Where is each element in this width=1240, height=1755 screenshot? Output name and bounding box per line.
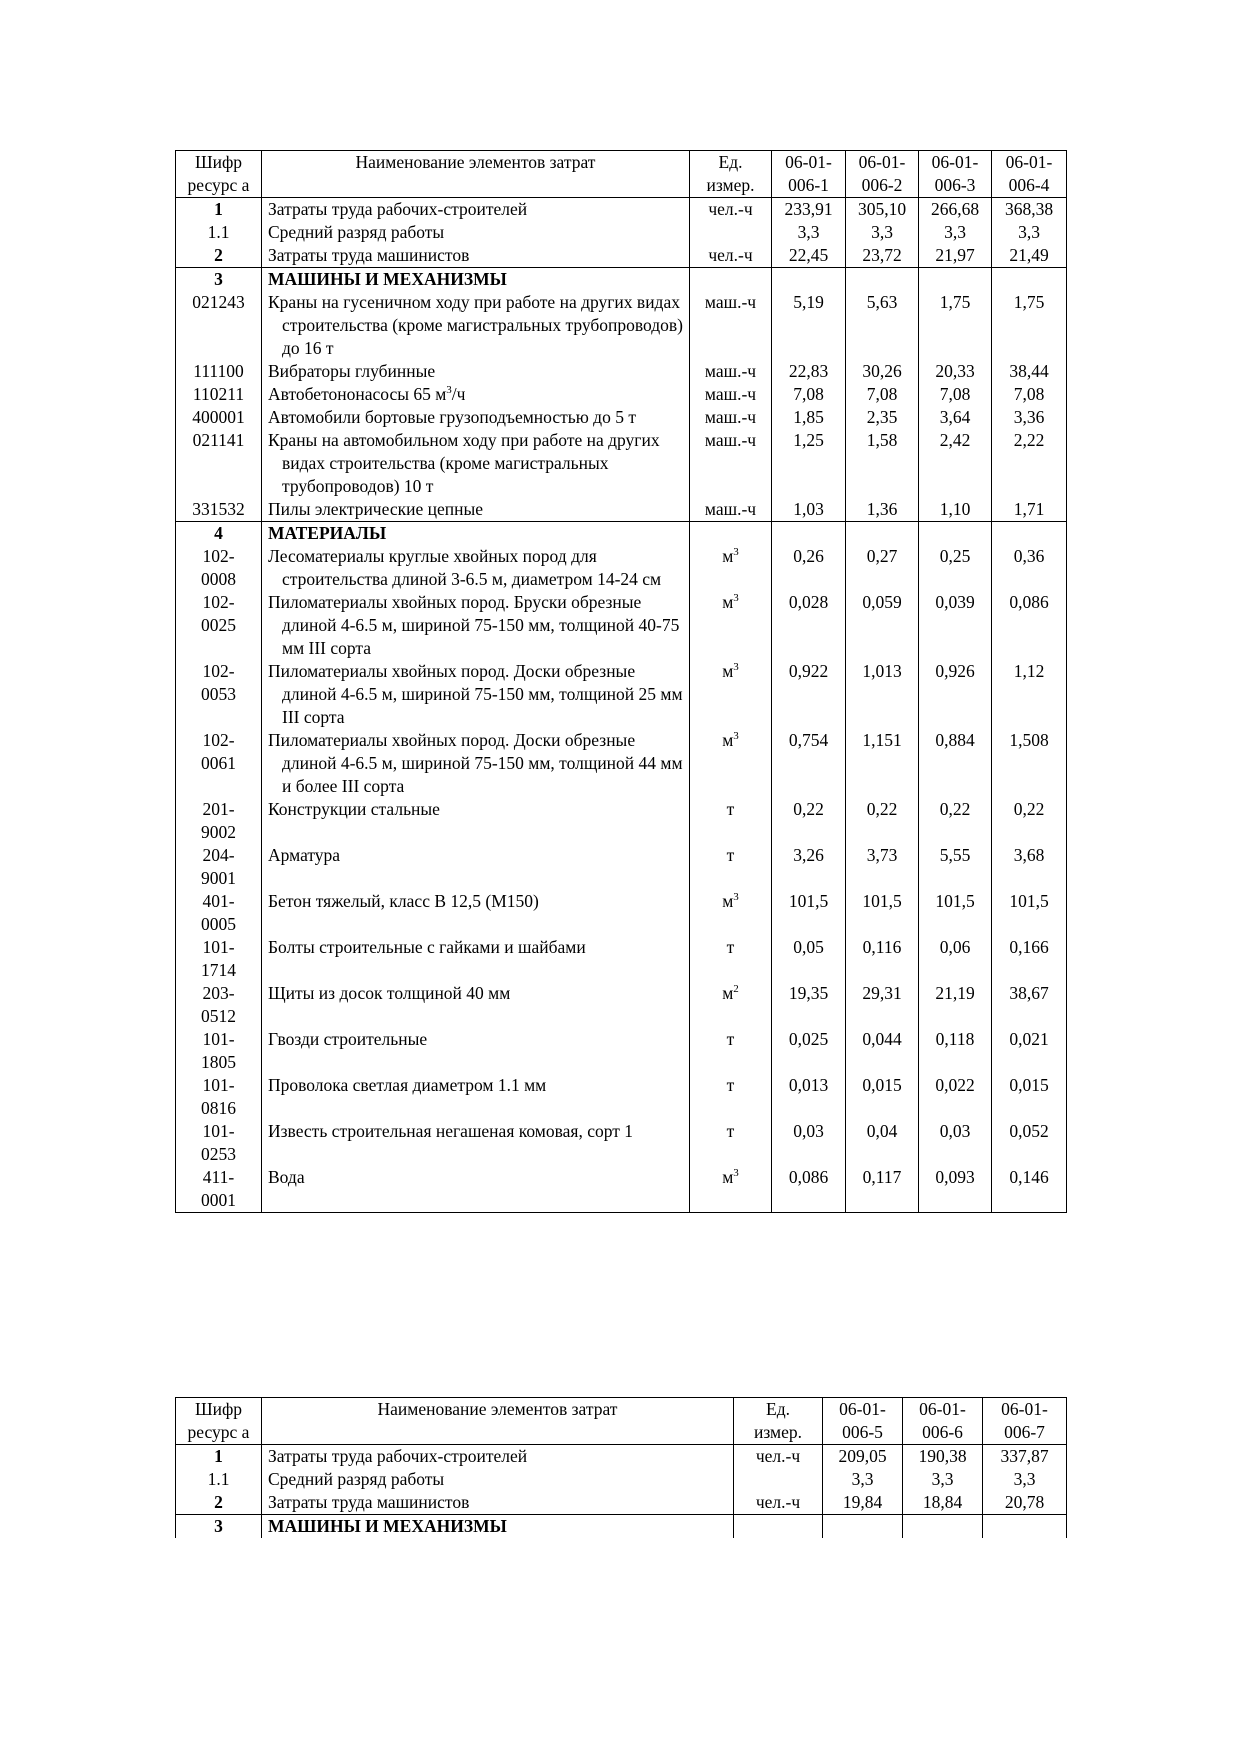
row-code: 400001 — [192, 407, 245, 427]
table-row — [176, 198, 1067, 222]
row-value: 2,35 — [846, 406, 919, 429]
row-value: 38,44 — [992, 360, 1067, 383]
row-name: Известь строительная негашеная комовая, сорт 1 — [262, 1120, 690, 1166]
table-row — [176, 844, 1067, 890]
row-value: 0,059 — [846, 591, 919, 660]
row-value: 20,78 — [983, 1491, 1067, 1515]
row-code: 021243 — [192, 292, 245, 312]
row-value: 3,3 — [903, 1468, 983, 1491]
row-value: 0,117 — [846, 1166, 919, 1213]
row-code: 110211 — [192, 384, 245, 404]
row-code: 102-0008 — [201, 546, 236, 589]
row-value: 1,36 — [846, 498, 919, 522]
row-value: 0,06 — [919, 936, 992, 982]
row-code: 1 — [214, 199, 223, 219]
row-value: 0,26 — [772, 545, 846, 591]
row-code: 102-0053 — [201, 661, 236, 704]
row-unit — [690, 221, 772, 244]
row-value: 0,36 — [992, 545, 1067, 591]
row-value: 0,22 — [846, 798, 919, 844]
row-value: 7,08 — [846, 383, 919, 406]
row-value: 0,04 — [846, 1120, 919, 1166]
row-unit: маш.-ч — [690, 498, 772, 522]
row-code: 111100 — [193, 361, 244, 381]
row-value: 190,38 — [903, 1445, 983, 1469]
table-row — [176, 798, 1067, 844]
header-code: Шифр ресурс а — [176, 151, 262, 198]
row-value: 7,08 — [992, 383, 1067, 406]
table-row — [176, 890, 1067, 936]
row-code: 203-0512 — [201, 983, 236, 1026]
table-row — [176, 383, 1067, 406]
row-name: Пиломатериалы хвойных пород. Доски обрезные длиной 4-6.5 м, шириной 75-150 мм, толщиной 44 мм и более III сорта — [262, 729, 690, 798]
row-name: Арматура — [262, 844, 690, 890]
row-name: Проволока светлая диаметром 1.1 мм — [262, 1074, 690, 1120]
row-value: 21,97 — [919, 244, 992, 268]
row-value: 18,84 — [903, 1491, 983, 1515]
table-header-row — [176, 151, 1067, 198]
row-unit: маш.-ч — [690, 360, 772, 383]
row-unit: $м^3$ — [690, 660, 772, 729]
row-value: 23,72 — [846, 244, 919, 268]
row-value: 3,73 — [846, 844, 919, 890]
row-code: 102-0025 — [201, 592, 236, 635]
row-unit: чел.-ч — [690, 244, 772, 268]
table-row — [176, 1074, 1067, 1120]
row-value: 0,05 — [772, 936, 846, 982]
row-name: Краны на автомобильном ходу при работе на других видах строительства (кроме магистральных трубопроводов) 10 т — [262, 429, 690, 498]
table-row — [176, 291, 1067, 360]
resource-table-1 — [175, 150, 1067, 1213]
row-value: 0,028 — [772, 591, 846, 660]
row-value: 101,5 — [772, 890, 846, 936]
row-value: 0,118 — [919, 1028, 992, 1074]
row-name: Пилы электрические цепные — [262, 498, 690, 522]
row-unit: $м^2$ — [690, 982, 772, 1028]
row-value: 368,38 — [992, 198, 1067, 222]
row-value: 1,25 — [772, 429, 846, 498]
row-value: 19,84 — [823, 1491, 903, 1515]
row-value: 266,68 — [919, 198, 992, 222]
row-unit: т — [690, 798, 772, 844]
table-row — [176, 982, 1067, 1028]
row-value: 2,22 — [992, 429, 1067, 498]
row-value: 3,3 — [992, 221, 1067, 244]
row-value: 0,22 — [919, 798, 992, 844]
table-row — [176, 936, 1067, 982]
row-unit: маш.-ч — [690, 383, 772, 406]
table-row — [176, 1491, 1067, 1515]
row-code: 2 — [214, 1492, 223, 1512]
table-row — [176, 545, 1067, 591]
row-code: 101-1714 — [201, 937, 236, 980]
row-value: 0,03 — [772, 1120, 846, 1166]
row-value: 1,71 — [992, 498, 1067, 522]
row-value: 38,67 — [992, 982, 1067, 1028]
row-code: 1 — [214, 1446, 223, 1466]
header-unit: Ед. измер. — [734, 1398, 823, 1445]
section-code: 4 — [176, 522, 262, 546]
row-value: 3,64 — [919, 406, 992, 429]
row-code: 1.1 — [207, 1469, 230, 1489]
row-value: 0,922 — [772, 660, 846, 729]
header-unit: Ед. измер. — [690, 151, 772, 198]
header-col-4: 06-01-006-4 — [992, 151, 1067, 198]
section-title: МАТЕРИАЛЫ — [262, 522, 690, 546]
table-row — [176, 360, 1067, 383]
section-row — [176, 1515, 1067, 1539]
row-name: Лесоматериалы круглые хвойных пород для строительства длиной 3-6.5 м, диаметром 14-24 см — [262, 545, 690, 591]
row-value: 101,5 — [919, 890, 992, 936]
table-row — [176, 1166, 1067, 1213]
row-unit: чел.-ч — [734, 1491, 823, 1515]
row-name: Пиломатериалы хвойных пород. Доски обрезные длиной 4-6.5 м, шириной 75-150 мм, толщиной 25 мм III сорта — [262, 660, 690, 729]
resource-table-2 — [175, 1397, 1067, 1538]
row-value: 0,013 — [772, 1074, 846, 1120]
row-unit: $м^3$ — [690, 890, 772, 936]
table-row — [176, 660, 1067, 729]
row-unit: т — [690, 936, 772, 982]
row-code: 411-0001 — [201, 1167, 236, 1210]
row-value: 22,83 — [772, 360, 846, 383]
row-name: Гвозди строительные — [262, 1028, 690, 1074]
header-col-1: 06-01-006-1 — [772, 151, 846, 198]
row-code: 101-0816 — [201, 1075, 236, 1118]
row-name: Вода — [262, 1166, 690, 1213]
row-value: 337,87 — [983, 1445, 1067, 1469]
table-row — [176, 221, 1067, 244]
row-code: 101-0253 — [201, 1121, 236, 1164]
row-value: 29,31 — [846, 982, 919, 1028]
row-name: Автомобили бортовые грузоподъемностью до 5 т — [262, 406, 690, 429]
table-row — [176, 1028, 1067, 1074]
row-unit: маш.-ч — [690, 429, 772, 498]
row-value: 30,26 — [846, 360, 919, 383]
row-value: 0,146 — [992, 1166, 1067, 1213]
row-value: 3,3 — [846, 221, 919, 244]
row-value: 0,039 — [919, 591, 992, 660]
row-unit: чел.-ч — [734, 1445, 823, 1469]
row-value: 0,021 — [992, 1028, 1067, 1074]
table-row — [176, 406, 1067, 429]
row-unit: т — [690, 1120, 772, 1166]
row-value: 3,3 — [772, 221, 846, 244]
row-value: 5,19 — [772, 291, 846, 360]
header-col-3: 06-01-006-3 — [919, 151, 992, 198]
row-value: 0,086 — [772, 1166, 846, 1213]
row-name: Краны на гусеничном ходу при работе на других видах строительства (кроме магистральных трубопроводов) до 16 т — [262, 291, 690, 360]
row-value: 1,151 — [846, 729, 919, 798]
row-code: 204-9001 — [201, 845, 236, 888]
row-value: 3,36 — [992, 406, 1067, 429]
row-value: 22,45 — [772, 244, 846, 268]
row-value: 0,166 — [992, 936, 1067, 982]
row-unit: маш.-ч — [690, 406, 772, 429]
header-name: Наименование элементов затрат — [262, 151, 690, 198]
section-code: 3 — [176, 1515, 262, 1539]
row-value: 1,10 — [919, 498, 992, 522]
row-unit: $м^3$ — [690, 545, 772, 591]
row-value: 0,22 — [772, 798, 846, 844]
row-value: 1,75 — [992, 291, 1067, 360]
table-row — [176, 429, 1067, 498]
table-row — [176, 1445, 1067, 1469]
row-code: 201-9002 — [201, 799, 236, 842]
table-row — [176, 1120, 1067, 1166]
header-col-2: 06-01-006-2 — [846, 151, 919, 198]
section-code: 3 — [176, 268, 262, 292]
row-name: Затраты труда машинистов — [262, 244, 690, 268]
row-value: 233,91 — [772, 198, 846, 222]
table-row — [176, 244, 1067, 268]
row-unit: чел.-ч — [690, 198, 772, 222]
row-code: 1.1 — [207, 222, 230, 242]
row-value: 101,5 — [846, 890, 919, 936]
row-value: 7,08 — [772, 383, 846, 406]
row-value: 3,3 — [919, 221, 992, 244]
row-value: 101,5 — [992, 890, 1067, 936]
row-value: 21,19 — [919, 982, 992, 1028]
row-name: Средний разряд работы — [262, 1468, 734, 1491]
table-row — [176, 591, 1067, 660]
row-value: 1,85 — [772, 406, 846, 429]
row-value: 0,884 — [919, 729, 992, 798]
row-value: 5,63 — [846, 291, 919, 360]
row-value: 5,55 — [919, 844, 992, 890]
row-value: 0,025 — [772, 1028, 846, 1074]
row-value: 0,754 — [772, 729, 846, 798]
row-name: Щиты из досок толщиной 40 мм — [262, 982, 690, 1028]
row-unit: т — [690, 1028, 772, 1074]
row-code: 401-0005 — [201, 891, 236, 934]
table-row — [176, 1468, 1067, 1491]
row-value: 0,27 — [846, 545, 919, 591]
row-value: 0,116 — [846, 936, 919, 982]
row-code: 021141 — [192, 430, 245, 450]
row-code: 102-0061 — [201, 730, 236, 773]
row-value: 0,015 — [992, 1074, 1067, 1120]
row-value: 1,12 — [992, 660, 1067, 729]
row-code: 331532 — [192, 499, 245, 519]
row-value: 1,03 — [772, 498, 846, 522]
row-value: 0,044 — [846, 1028, 919, 1074]
row-unit: $м^3$ — [690, 1166, 772, 1213]
row-value: 1,58 — [846, 429, 919, 498]
row-name: Болты строительные с гайками и шайбами — [262, 936, 690, 982]
row-value: 0,03 — [919, 1120, 992, 1166]
row-value: 20,33 — [919, 360, 992, 383]
row-unit — [734, 1468, 823, 1491]
row-name: Затраты труда рабочих-строителей — [262, 1445, 734, 1469]
row-unit: т — [690, 1074, 772, 1120]
table-header-row — [176, 1398, 1067, 1445]
header-col-6: 06-01-006-6 — [903, 1398, 983, 1445]
header-name: Наименование элементов затрат — [262, 1398, 734, 1445]
row-value: 1,75 — [919, 291, 992, 360]
row-unit: $м^3$ — [690, 591, 772, 660]
header-code: Шифр ресурс а — [176, 1398, 262, 1445]
row-name: Конструкции стальные — [262, 798, 690, 844]
row-name: Затраты труда машинистов — [262, 1491, 734, 1515]
row-value: 3,3 — [823, 1468, 903, 1491]
table-row — [176, 498, 1067, 522]
row-name: Пиломатериалы хвойных пород. Бруски обрезные длиной 4-6.5 м, шириной 75-150 мм, толщиной 40-75 мм III сорта — [262, 591, 690, 660]
section-row — [176, 522, 1067, 546]
row-value: 0,086 — [992, 591, 1067, 660]
row-name: Автобетононасосы 65 $м^3/ч$ — [262, 383, 690, 406]
header-col-7: 06-01-006-7 — [983, 1398, 1067, 1445]
row-value: 3,3 — [983, 1468, 1067, 1491]
row-name: Средний разряд работы — [262, 221, 690, 244]
row-value: 0,926 — [919, 660, 992, 729]
row-value: 0,052 — [992, 1120, 1067, 1166]
row-unit: маш.-ч — [690, 291, 772, 360]
section-row — [176, 268, 1067, 292]
row-value: 0,015 — [846, 1074, 919, 1120]
row-value: 7,08 — [919, 383, 992, 406]
row-code: 101-1805 — [201, 1029, 236, 1072]
row-value: 0,022 — [919, 1074, 992, 1120]
row-value: 0,22 — [992, 798, 1067, 844]
row-value: 3,26 — [772, 844, 846, 890]
table-row — [176, 729, 1067, 798]
row-value: 3,68 — [992, 844, 1067, 890]
row-value: 1,013 — [846, 660, 919, 729]
row-value: 21,49 — [992, 244, 1067, 268]
row-value: 1,508 — [992, 729, 1067, 798]
row-name: Бетон тяжелый, класс В 12,5 (М150) — [262, 890, 690, 936]
row-value: 2,42 — [919, 429, 992, 498]
section-title: МАШИНЫ И МЕХАНИЗМЫ — [262, 268, 690, 292]
row-name: Вибраторы глубинные — [262, 360, 690, 383]
row-unit: т — [690, 844, 772, 890]
row-value: 19,35 — [772, 982, 846, 1028]
row-value: 0,093 — [919, 1166, 992, 1213]
row-code: 2 — [214, 245, 223, 265]
row-unit: $м^3$ — [690, 729, 772, 798]
row-name: Затраты труда рабочих-строителей — [262, 198, 690, 222]
row-value: 305,10 — [846, 198, 919, 222]
section-title: МАШИНЫ И МЕХАНИЗМЫ — [262, 1515, 734, 1539]
row-value: 209,05 — [823, 1445, 903, 1469]
header-col-5: 06-01-006-5 — [823, 1398, 903, 1445]
row-value: 0,25 — [919, 545, 992, 591]
